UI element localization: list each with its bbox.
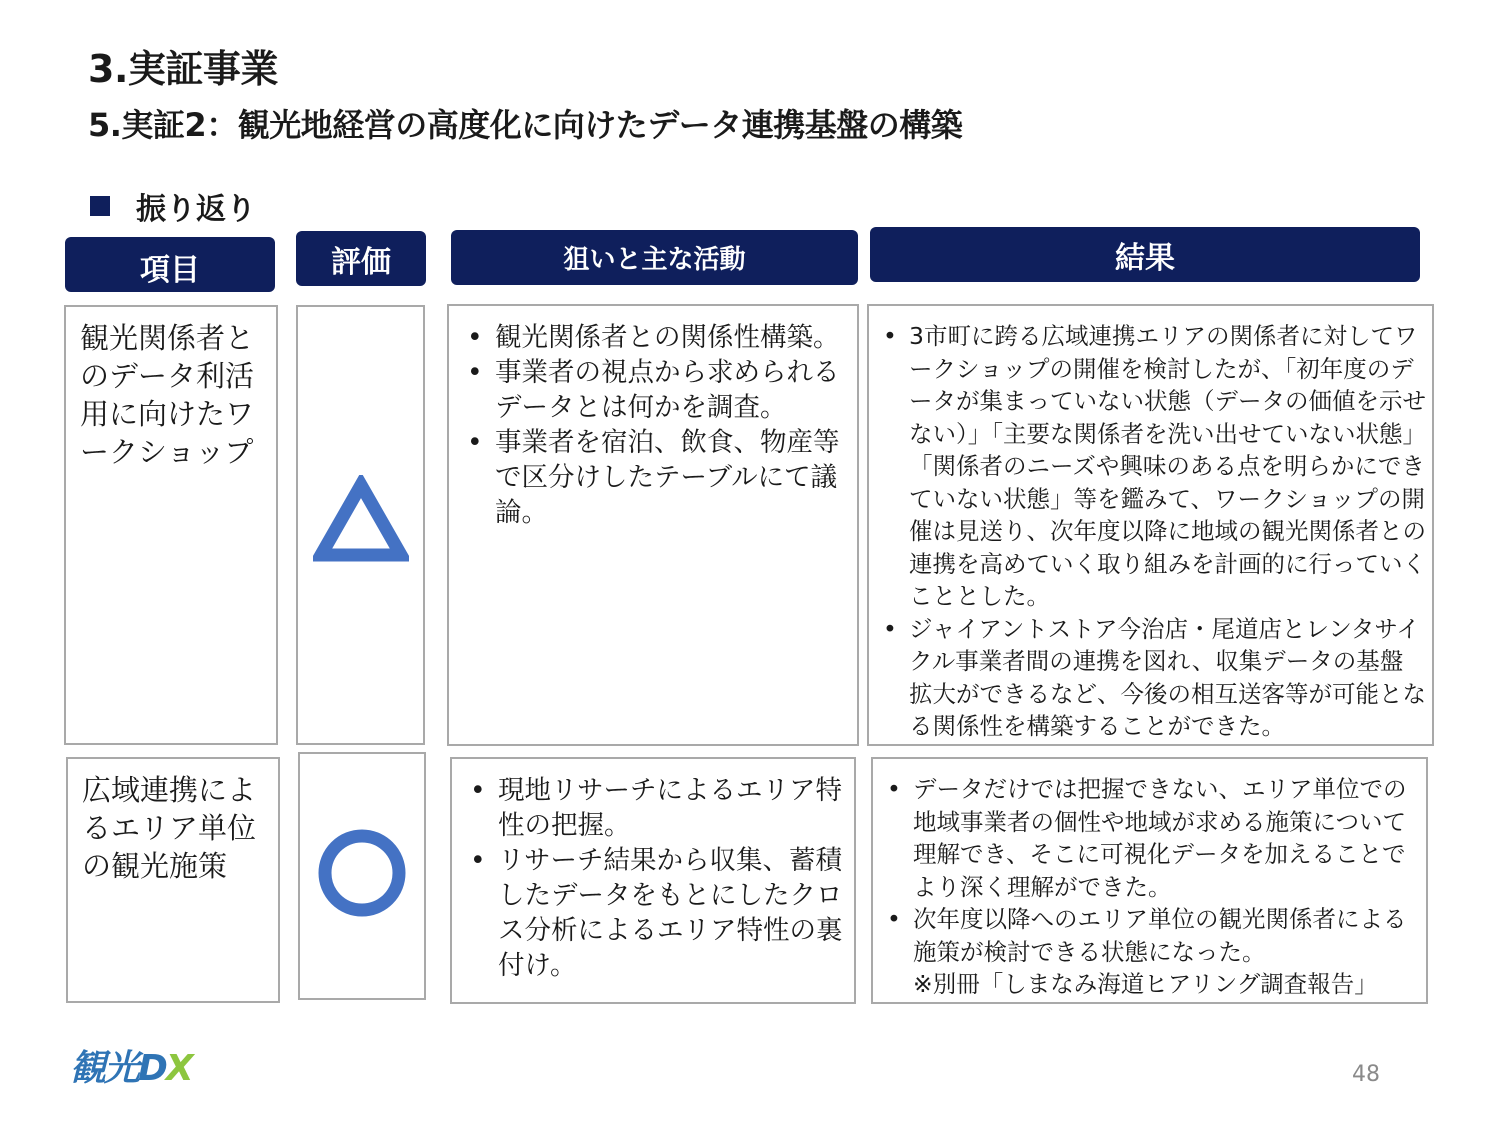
result-note: ※別冊「しまなみ海道ヒアリング調査報告」 [913,970,1378,998]
header-activity: 狙いと主な活動 [451,230,858,285]
logo-text: 観光D [70,1048,166,1089]
header-rating: 評価 [296,231,426,286]
row2-result-cell [871,757,1428,1004]
list-item: • 現地リサーチによるエリア特性の把握。 [498,773,846,843]
row1-activity-list [449,306,857,530]
row2-result-list [873,759,1426,1001]
row1-rating-cell [296,305,425,745]
list-item: • 3市町に跨る広域連携エリアの関係者に対してワークショップの開催を検討したが、「初年度のデータが集まっていない状態（データの価値を示せない）」「主要な関係者を洗い出せていない状態」「関係者のニーズや興味のある点を明らかにできていない状態」等を鑑みて、ワークショップの開催は見送り、次年度以降に地域の観光関係者との連携を高めていく取り組みを計画的に行っていくこととした。 [909,320,1426,613]
circle-icon [300,826,424,920]
square-bullet-icon [90,196,110,216]
list-item: • ジャイアントストア今治店・尾道店とレンタサイクル事業者間の連携を図れ、収集データの基盤拡大ができるなど、今後の相互送客等が可能となる関係性を構築することができた。 [909,613,1426,743]
page-title: 3.実証事業 [88,47,278,91]
row2-activity-list [452,759,854,983]
list-item: • データだけでは把握できない、エリア単位での地域事業者の個性や地域が求める施策について理解でき、そこに可視化データを加えることでより深く理解ができた。 [913,773,1420,903]
row2-item-cell [66,757,280,1003]
list-item: • 事業者を宿泊、飲食、物産等で区分けしたテーブルにて議論。 [495,425,849,530]
row1-result-cell [867,304,1434,746]
page-number: 48 [1352,1062,1380,1087]
row1-result-list [869,306,1432,743]
header-item: 項目 [65,237,275,292]
section-heading [90,184,256,228]
page-subtitle: 5.実証2：観光地経営の高度化に向けたデータ連携基盤の構築 [88,106,963,144]
list-item: • 観光関係者との関係性構築。 [495,320,849,355]
row2-rating-cell [298,752,426,1000]
logo-accent: X [165,1048,192,1089]
result-text: 次年度以降へのエリア単位の観光関係者による施策が検討できる状態になった。 [913,905,1407,966]
row2-item-text: 広域連携によるエリア単位の観光施策 [82,773,257,883]
kanko-dx-logo [70,1040,192,1091]
row1-item-cell [64,305,278,745]
list-item: • 事業者の視点から求められるデータとは何かを調査。 [495,355,849,425]
row1-activity-cell [447,304,859,746]
row1-item-text: 観光関係者とのデータ利活用に向けたワークショップ [80,321,255,469]
triangle-icon [298,475,423,565]
list-item [913,903,1420,1001]
header-result: 結果 [870,227,1420,282]
section-label: 振り返り [136,192,256,227]
list-item: • リサーチ結果から収集、蓄積したデータをもとにしたクロス分析によるエリア特性の裏付け。 [498,843,846,983]
row2-activity-cell [450,757,856,1004]
